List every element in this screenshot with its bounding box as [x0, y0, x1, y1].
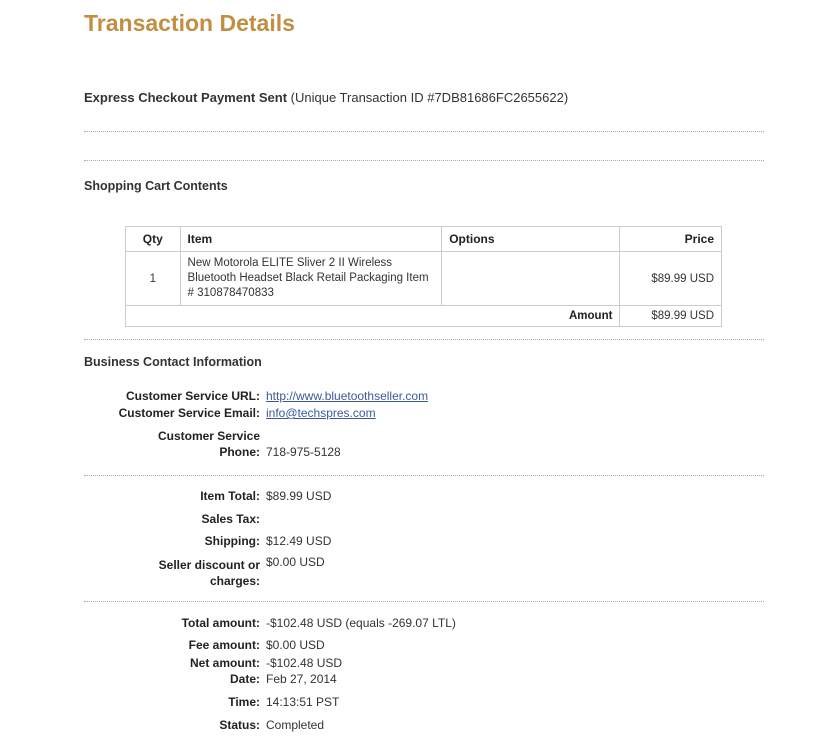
- column-header-item: Item: [180, 227, 442, 252]
- total-amount-label: Total amount:: [181, 616, 260, 630]
- status-value: Completed: [266, 718, 325, 732]
- amount-value: $89.99 USD: [620, 306, 722, 327]
- customer-service-phone-value: 718-975-5128: [266, 445, 341, 459]
- customer-service-email-label: Customer Service Email:: [118, 406, 260, 420]
- seller-discount-label: Seller discount or charges:: [158, 558, 260, 588]
- item-total-label: Item Total:: [200, 489, 260, 503]
- table-header-row: [126, 227, 722, 252]
- cell-price: $89.99 USD: [620, 252, 722, 306]
- customer-service-url-link[interactable]: http://www.bluetoothseller.com: [266, 389, 429, 403]
- customer-service-email-link[interactable]: info@techspres.com: [266, 406, 376, 420]
- cell-item: New Motorola ELITE Sliver 2 II Wireless Bluetooth Headset Black Retail Packaging Item # 310878470833: [180, 252, 442, 306]
- date-label: Date:: [229, 672, 260, 686]
- shipping-label: Shipping:: [204, 534, 260, 548]
- shopping-cart-table: [125, 226, 722, 327]
- table-amount-row: [126, 306, 722, 327]
- divider-1: [84, 131, 764, 132]
- cell-qty: 1: [126, 252, 181, 306]
- status-label: Status:: [219, 718, 260, 732]
- shipping-value: $12.49 USD: [266, 534, 332, 548]
- cell-options: [442, 252, 620, 306]
- amount-label: Amount: [126, 306, 620, 327]
- table-row: [126, 252, 722, 306]
- total-amount-value: -$102.48 USD (equals -269.07 LTL): [266, 616, 456, 630]
- divider-3: [84, 339, 764, 340]
- business-contact-heading: Business Contact Information: [84, 355, 262, 369]
- transaction-id: (Unique Transaction ID #7DB81686FC2655622): [290, 90, 569, 105]
- time-label: Time:: [228, 695, 260, 709]
- customer-service-url-value[interactable]: [266, 389, 428, 403]
- divider-5: [84, 601, 764, 602]
- time-value: 14:13:51 PST: [266, 695, 340, 709]
- payment-status-label: Express Checkout Payment Sent: [84, 90, 288, 105]
- seller-discount-value: $0.00 USD: [266, 555, 325, 569]
- payment-status-line: [84, 90, 764, 105]
- customer-service-url-label: Customer Service URL:: [125, 389, 260, 403]
- item-total-value: $89.99 USD: [266, 489, 332, 503]
- net-amount-label: Net amount:: [190, 656, 260, 670]
- column-header-qty: Qty: [126, 227, 181, 252]
- customer-service-phone-label: Customer Service Phone:: [157, 429, 260, 459]
- divider-2: [84, 160, 764, 161]
- cart-heading: Shopping Cart Contents: [84, 179, 228, 193]
- fee-amount-label: Fee amount:: [188, 638, 260, 652]
- customer-service-email-value[interactable]: [266, 406, 376, 420]
- date-value: Feb 27, 2014: [266, 672, 337, 686]
- fee-amount-value: $0.00 USD: [266, 638, 325, 652]
- column-header-options: Options: [442, 227, 620, 252]
- page-title: Transaction Details: [84, 10, 295, 36]
- column-header-price: Price: [620, 227, 722, 252]
- sales-tax-label: Sales Tax:: [201, 512, 260, 526]
- divider-4: [84, 475, 764, 476]
- net-amount-value: -$102.48 USD: [266, 656, 343, 670]
